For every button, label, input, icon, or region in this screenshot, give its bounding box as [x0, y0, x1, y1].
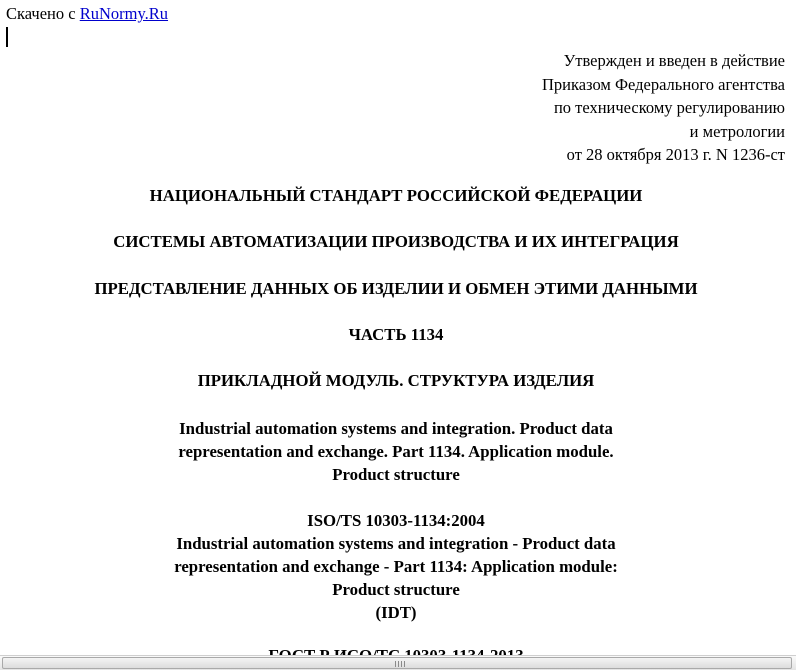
national-standard-heading: НАЦИОНАЛЬНЫЙ СТАНДАРТ РОССИЙСКОЙ ФЕДЕРАЦИИ: [149, 186, 643, 205]
english-title-line: Product structure: [332, 465, 460, 484]
approval-line: и метрологии: [689, 121, 785, 141]
iso-block: [0, 509, 792, 624]
approval-line: по техническому регулированию: [553, 98, 785, 117]
horizontal-scrollbar[interactable]: [0, 655, 796, 670]
source-prefix: Скачено с: [6, 4, 76, 23]
iso-title-line: representation and exchange - Part 1134: Application module:: [174, 557, 618, 576]
iso-idt-tag: (IDT): [375, 603, 417, 622]
representation-heading: ПРЕДСТАВЛЕНИЕ ДАННЫХ ОБ ИЗДЕЛИИ И ОБМЕН ЭТИМИ ДАННЫМИ: [94, 279, 698, 298]
iso-title-line: Industrial automation systems and integration - Product data: [176, 534, 616, 553]
english-title-line: representation and exchange. Part 1134. Application module.: [178, 442, 614, 461]
english-title: [0, 417, 792, 486]
source-link[interactable]: RuNormy.Ru: [79, 4, 169, 23]
text-cursor: [6, 27, 8, 47]
approval-line: от 28 октября 2013 г. N 1236-ст: [566, 145, 785, 164]
approval-line: Приказом Федерального агентства: [541, 74, 785, 94]
scrollbar-grip-icon: [395, 661, 405, 667]
part-heading: ЧАСТЬ 1134: [348, 325, 444, 344]
approval-block: [542, 49, 785, 167]
iso-code: ISO/TS 10303-1134:2004: [307, 511, 485, 530]
iso-title-line: Product structure: [332, 580, 460, 599]
scrollbar-thumb[interactable]: [2, 657, 792, 669]
systems-heading: СИСТЕМЫ АВТОМАТИЗАЦИИ ПРОИЗВОДСТВА И ИХ ИНТЕГРАЦИЯ: [113, 232, 679, 251]
source-line: [6, 4, 168, 24]
approval-line: Утвержден и введен в действие: [563, 51, 785, 70]
english-title-line: Industrial automation systems and integration. Product data: [179, 419, 613, 438]
module-heading: ПРИКЛАДНОЙ МОДУЛЬ. СТРУКТУРА ИЗДЕЛИЯ: [197, 371, 595, 390]
